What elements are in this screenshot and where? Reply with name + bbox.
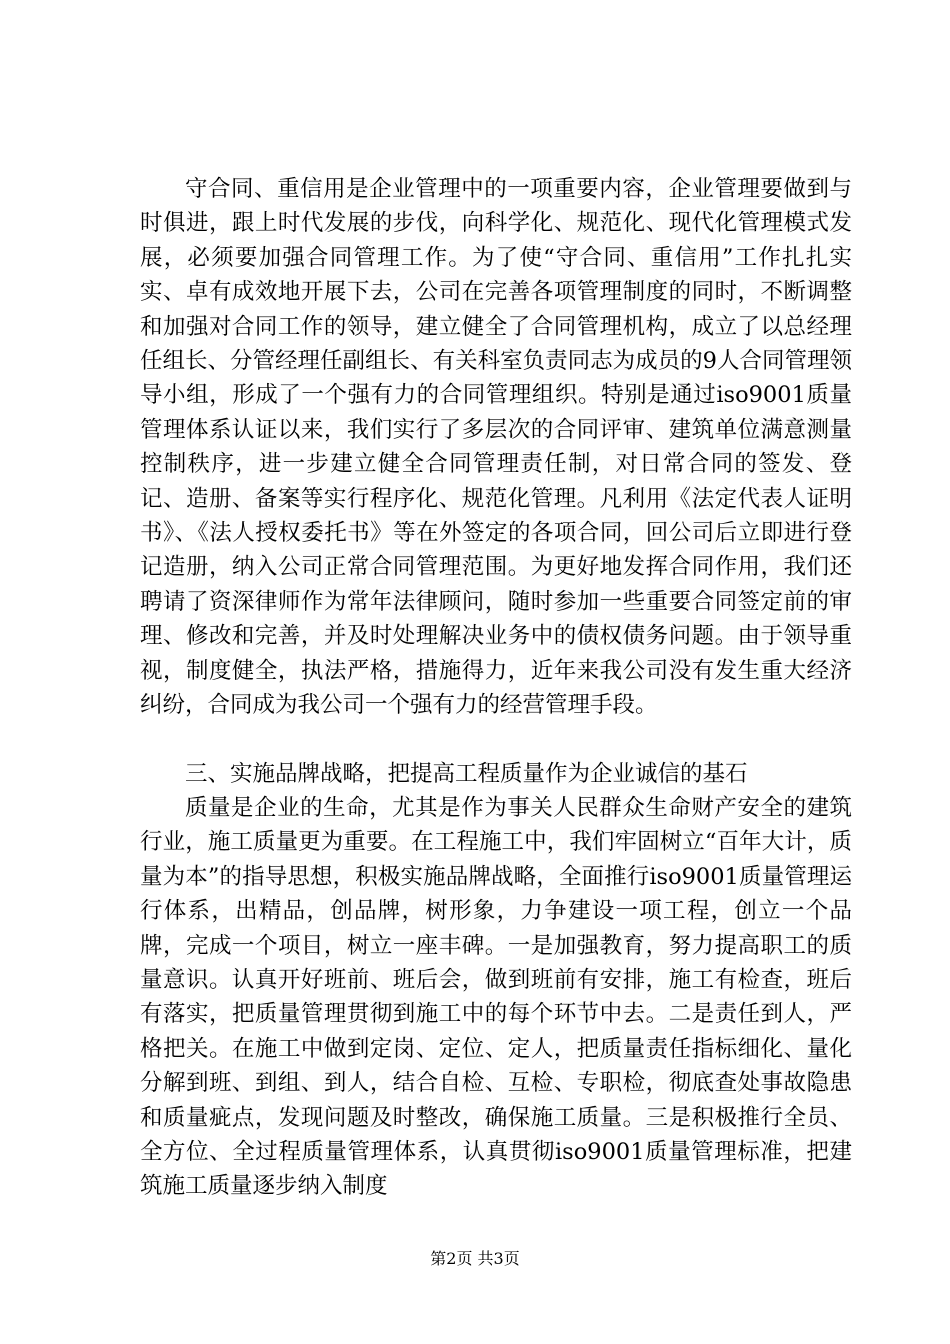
document-body (140, 172, 852, 1204)
page-number-footer: 第2页 共3页 (430, 1249, 520, 1268)
paragraph-contract-management: 守合同、重信用是企业管理中的一项重要内容，企业管理要做到与时俱进，跟上时代发展的步伐，向科学化、规范化、现代化管理模式发展，必须要加强合同管理工作。为了使“守合同、重信用”工作扎扎实实、卓有成效地开展下去，公司在完善各项管理制度的同时，不断调整和加强对合同工作的领导，建立健全了合同管理机构，成立了以总经理任组长、分管经理任副组长、有关科室负责同志为成员的9人合同管理领导小组，形成了一个强有力的合同管理组织。特别是通过iso9001质量管理体系认证以来，我们实行了多层次的合同评审、建筑单位满意测量控制秩序，进一步建立健全合同管理责任制，对日常合同的签发、登记、造册、备案等实行程序化、规范化管理。凡利用《法定代表人证明书》、《法人授权委托书》等在外签定的各项合同，回公司后立即进行登记造册，纳入公司正常合同管理范围。为更好地发挥合同作用，我们还聘请了资深律师作为常年法律顾问，随时参加一些重要合同签定前的审理、修改和完善，并及时处理解决业务中的债权债务问题。由于领导重视，制度健全，执法严格，措施得力，近年来我公司没有发生重大经济纠纷，合同成为我公司一个强有力的经营管理手段。 (140, 176, 852, 719)
paragraph-quality-management: 质量是企业的生命，尤其是作为事关人民群众生命财产安全的建筑行业，施工质量更为重要。在工程施工中，我们牢固树立“百年大计，质量为本”的指导思想，积极实施品牌战略，全面推行iso9001质量管理运行体系，出精品，创品牌，树形象，力争建设一项工程，创立一个品牌，完成一个项目，树立一座丰碑。一是加强教育，努力提高职工的质量意识。认真开好班前、班后会，做到班前有安排，施工有检查，班后有落实，把质量管理贯彻到施工中的每个环节中去。二是责任到人，严格把关。在施工中做到定岗、定位、定人，把质量责任指标细化、量化分解到班、到组、到人，结合自检、互检、专职检，彻底查处事故隐患和质量疵点，发现问题及时整改，确保施工质量。三是积极推行全员、全方位、全过程质量管理体系，认真贯彻iso9001质量管理标准，把建筑施工质量逐步纳入制度 (140, 794, 852, 1200)
section-heading-brand-strategy: 三、实施品牌战略，把提高工程质量作为企业诚信的基石 (185, 760, 748, 787)
paragraph-spacer (140, 723, 852, 757)
